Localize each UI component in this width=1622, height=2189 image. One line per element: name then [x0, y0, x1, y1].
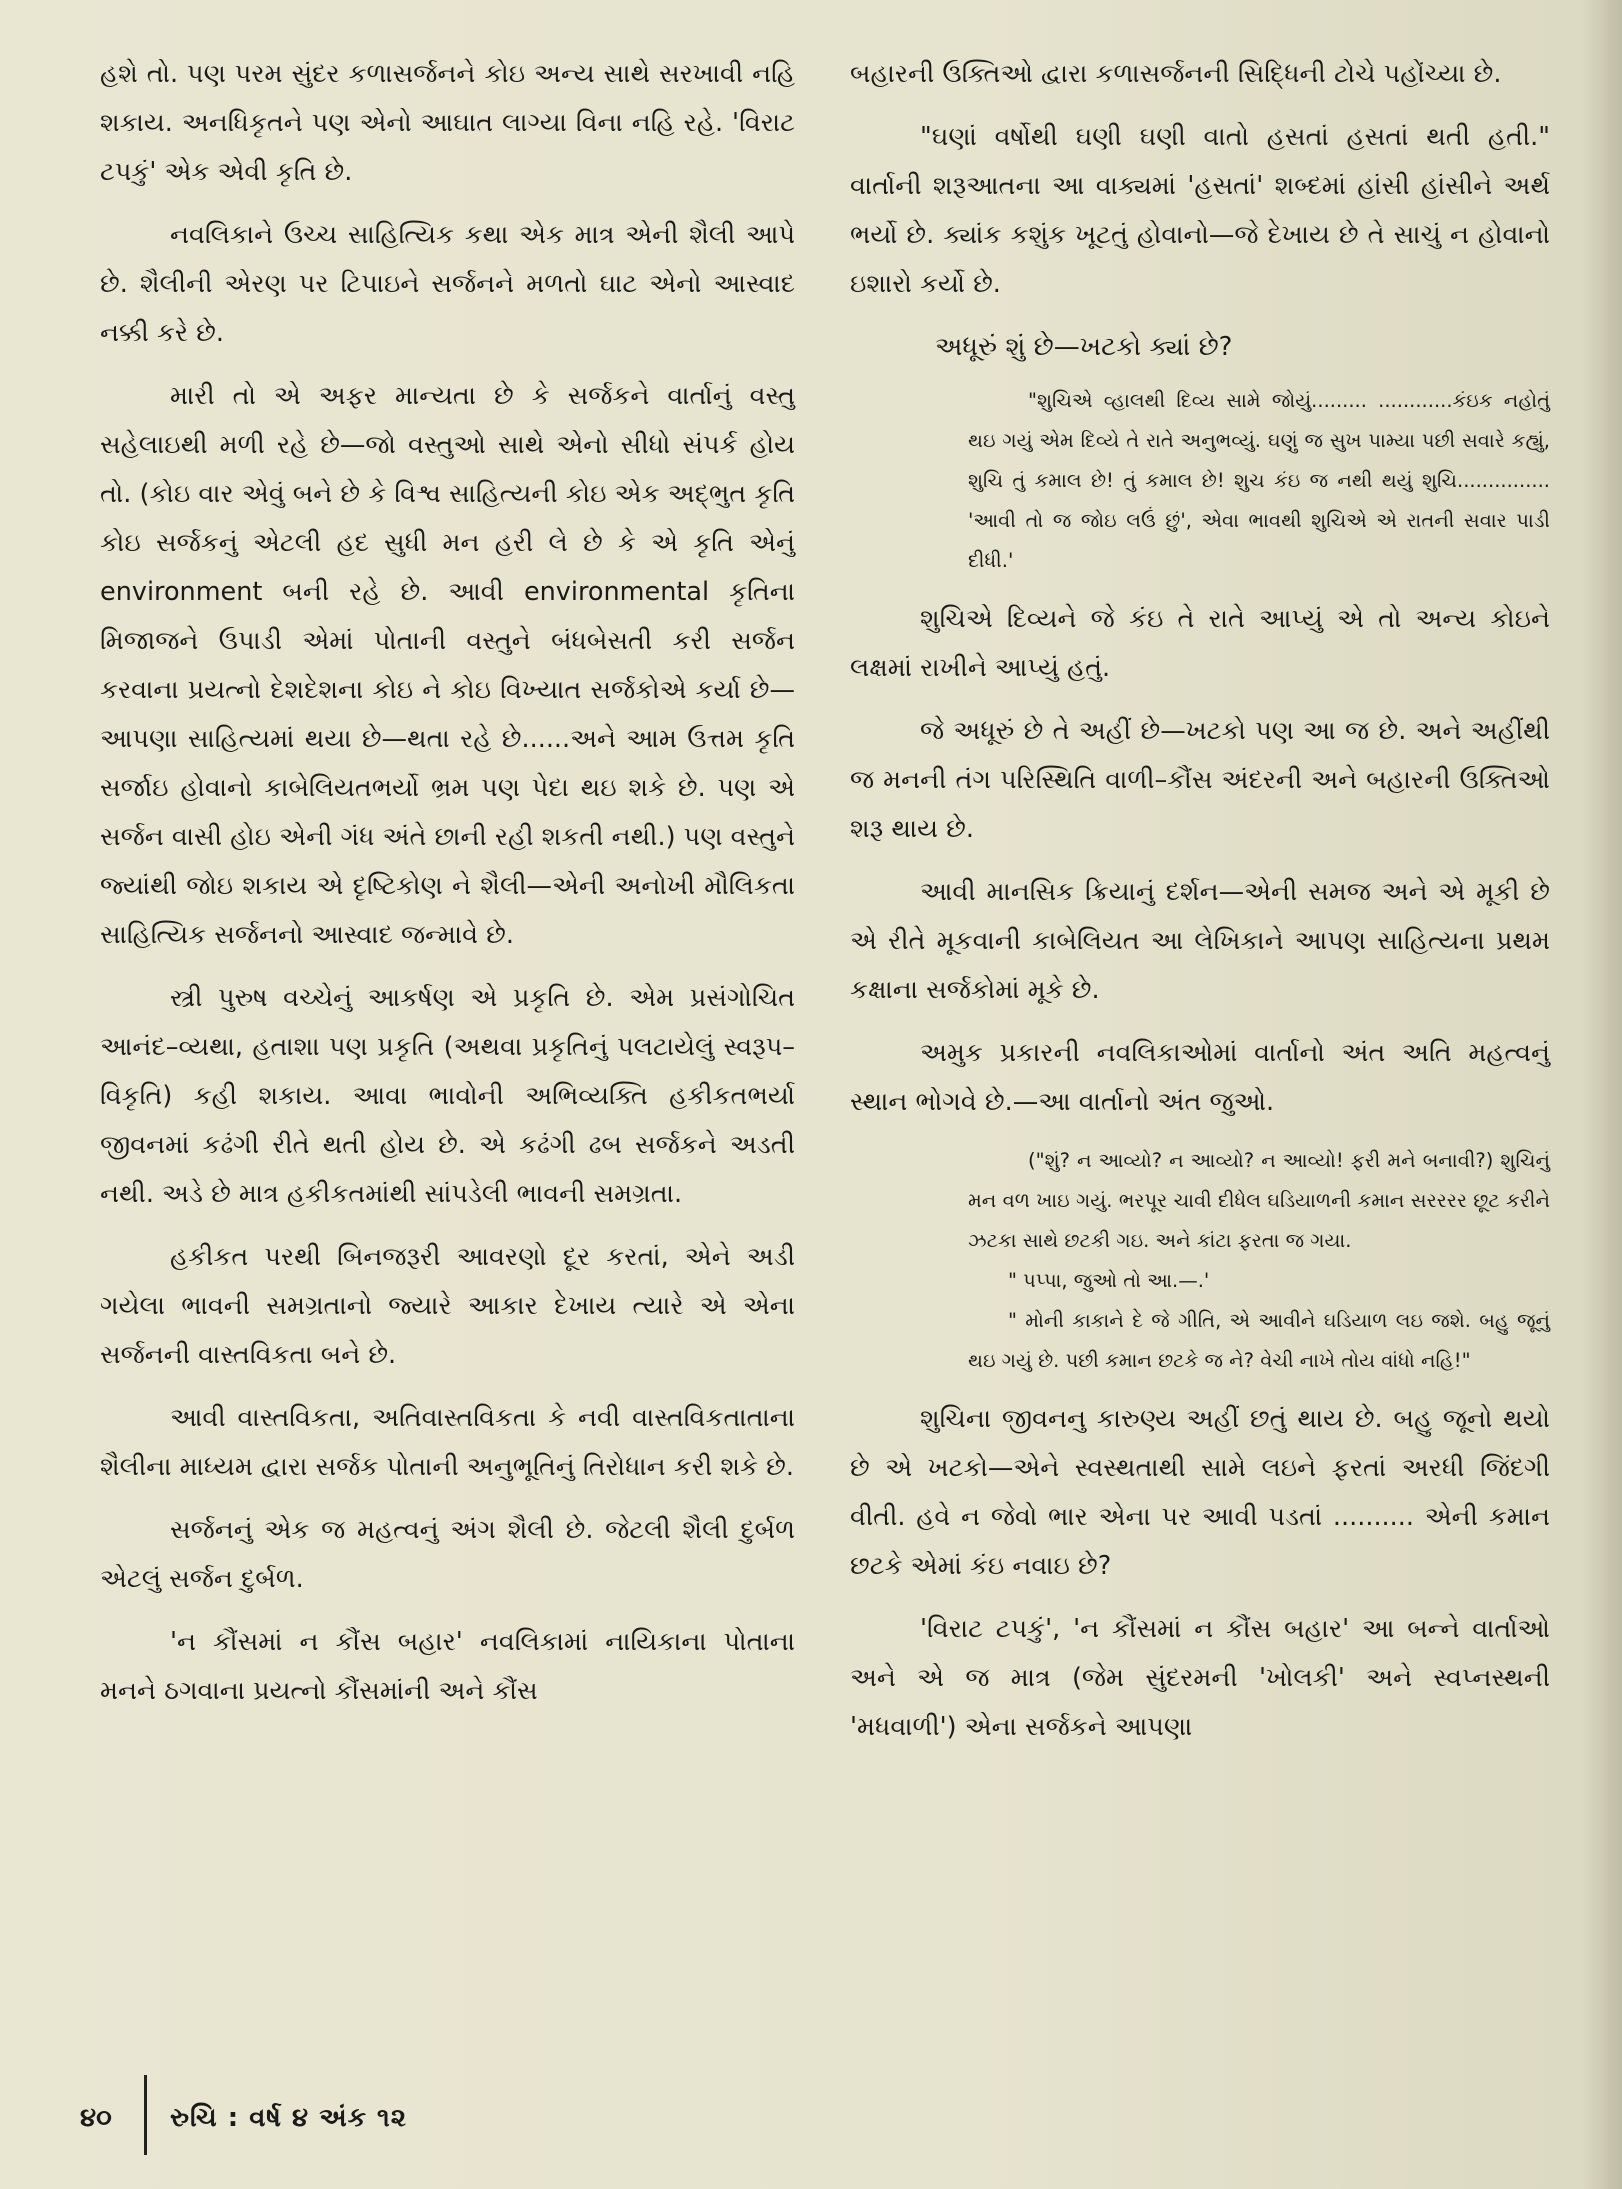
quote-text: " મોની કાકાને દે જે ગીતિ, એ આવીને ઘડિયાળ લઇ જશે. બહુ જૂનું થઇ ગયું છે. પછી કમાન છટકે જ ને? વેચી નાખે તોય વાંધો નહિ!": [968, 1309, 1550, 1372]
question-line: અધૂરું શું છે—ખટકો ક્યાં છે?: [935, 332, 1233, 362]
paragraph: જે અધૂરું છે તે અહીં છે—ખટકો પણ આ જ છે. અને અહીંથી જ મનની તંગ પરિસ્થિતિ વાળી–કૌંસ અંદરની અને બહારની ઉક્તિઓ શરૂ થાય છે.: [850, 716, 1550, 844]
page-number: ૪૦: [80, 2103, 112, 2133]
paragraph: સર્જનનું એક જ મહત્વનું અંગ શૈલી છે. જેટલી શૈલી દુર્બળ એટલું સર્જન દુર્બળ.: [100, 1515, 795, 1594]
block-quote: [850, 381, 1550, 581]
paragraph: હકીકત પરથી બિનજરૂરી આવરણો દૂર કરતાં, એને અડી ગયેલા ભાવની સમગ્રતાનો જ્યારે આકાર દેખાય ત્યારે એ એના સર્જનની વાસ્તવિકતા બને છે.: [100, 1242, 795, 1370]
left-column: [100, 50, 795, 1730]
quote-text: "શુચિએ વ્હાલથી દિવ્ય સામે જોયું......... ............કંઇક નહોતું થઇ ગયું એમ દિવ્યે તે રાતે અનુભવ્યું. ઘણું જ સુખ પામ્યા પછી સવારે કહ્યું, શુચિ તું કમાલ છે! તું કમાલ છે! શુચ કંઇ જ નથી થયું શુચિ............... 'આવી તો જ જોઇ લઉં છું', એવા ભાવથી શુચિએ એ રાતની સવાર પાડી દીધી.': [968, 389, 1550, 572]
paragraph: "ઘણાં વર્ષોથી ઘણી ઘણી વાતો હસતાં હસતાં થતી હતી." વાર્તાની શરૂઆતના આ વાક્યમાં 'હસતાં' શબ્દમાં હાંસી હાંસીને અર્થ ભર્યો છે. ક્યાંક કશુંક ખૂટતું હોવાનો—જે દેખાય છે તે સાચું ન હોવાનો ઇશારો કર્યો છે.: [850, 122, 1550, 299]
block-quote: [850, 1141, 1550, 1381]
paragraph: 'વિરાટ ટપકું', 'ન કૌંસમાં ન કૌંસ બહાર' આ બન્ને વાર્તાઓ અને એ જ માત્ર (જેમ સુંદરમની 'ખોલકી' અને સ્વપ્નસ્થની 'મધવાળી') એના સર્જકને આપણા: [850, 1614, 1550, 1742]
paragraph: શુચિએ દિવ્યને જે કંઇ તે રાતે આપ્યું એ તો અન્ય કોઇને લક્ષમાં રાખીને આપ્યું હતું.: [850, 604, 1550, 683]
paragraph: બહારની ઉક્તિઓ દ્વારા કળાસર્જનની સિદ્ધિની ટોચે પહોંચ્યા છે.: [850, 59, 1502, 89]
paragraph: 'ન કૌંસમાં ન કૌંસ બહાર' નવલિકામાં નાયિકાના પોતાના મનને ઠગવાના પ્રયત્નો કૌંસમાંની અને કૌંસ: [100, 1627, 795, 1706]
quote-text: " પપ્પા, જુઓ તો આ.—.': [1008, 1269, 1210, 1292]
paragraph: શુચિના જીવનનુ કારુણ્ય અહીં છતું થાય છે. બહુ જૂનો થયો છે એ ખટકો—એને સ્વસ્થતાથી સામે લઇને ફરતાં અરધી જિંદગી વીતી. હવે ન જેવો ભાર એના પર આવી પડતાં .......... એની કમાન છટકે એમાં કંઇ નવાઇ છે?: [850, 1404, 1550, 1581]
page-footer: [80, 2075, 680, 2155]
right-column: [850, 50, 1550, 1766]
journal-issue: રુચિ : વર્ષ ૪ અંક ૧૨: [170, 2103, 408, 2133]
footer-divider: [144, 2075, 147, 2155]
paragraph: આવી વાસ્તવિકતા, અતિવાસ્તવિકતા કે નવી વાસ્તવિકતાતાના શૈલીના માધ્યમ દ્વારા સર્જક પોતાની અનુભૂતિનું તિરોધાન કરી શકે છે.: [100, 1403, 795, 1482]
paragraph: આવી માનસિક ક્રિયાનું દર્શન—એની સમજ અને એ મૂકી છે એ રીતે મૂકવાની કાબેલિયત આ લેખિકાને આપણ સાહિત્યના પ્રથમ કક્ષાના સર્જકોમાં મૂકે છે.: [850, 877, 1550, 1005]
paragraph: સ્ત્રી પુરુષ વચ્ચેનું આકર્ષણ એ પ્રકૃતિ છે. એમ પ્રસંગોચિત આનંદ–વ્યથા, હતાશા પણ પ્રકૃતિ (અથવા પ્રકૃતિનું પલટાયેલું સ્વરૂપ–વિકૃતિ) કહી શકાય. આવા ભાવોની અભિવ્યક્તિ હકીકતભર્યા જીવનમાં કઢંગી રીતે થતી હોય છે. એ કઢંગી ઢબ સર્જકને અડતી નથી. અડે છે માત્ર હકીકતમાંથી સાંપડેલી ભાવની સમગ્રતા.: [100, 983, 795, 1209]
paragraph: અમુક પ્રકારની નવલિકાઓમાં વાર્તાનો અંત અતિ મહત્વનું સ્થાન ભોગવે છે.—આ વાર્તાનો અંત જુઓ.: [850, 1038, 1550, 1117]
paragraph: નવલિકાને ઉચ્ચ સાહિત્યિક કથા એક માત્ર એની શૈલી આપે છે. શૈલીની એરણ પર ટિપાઇને સર્જનને મળતો ઘાટ એનો આસ્વાદ નક્કી કરે છે.: [100, 220, 795, 348]
page-edge-shadow: [1582, 0, 1622, 2189]
paragraph: હશે તો. પણ પરમ સુંદર કળાસર્જનને કોઇ અન્ય સાથે સરખાવી નહિ શકાય. અનધિકૃતને પણ એનો આઘાત લાગ્યા વિના નહિ રહે. 'વિરાટ ટપકું' એક એવી કૃતિ છે.: [100, 59, 795, 187]
paragraph: મારી તો એ અફર માન્યતા છે કે સર્જકને વાર્તાનું વસ્તુ સહેલાઇથી મળી રહે છે—જો વસ્તુઓ સાથે એનો સીધો સંપર્ક હોય તો. (કોઇ વાર એવું બને છે કે વિશ્વ સાહિત્યની કોઇ એક અદ્ભુત કૃતિ કોઇ સર્જકનું એટલી હદ સુધી મન હરી લે છે કે એ કૃતિ એનું environment બની રહે છે. આવી environmental કૃતિના મિજાજને ઉપાડી એમાં પોતાની વસ્તુને બંધબેસતી કરી સર્જન કરવાના પ્રયત્નો દેશદેશના કોઇ ને કોઇ વિખ્યાત સર્જકોએ કર્યા છે—આપણા સાહિત્યમાં થયા છે—થતા રહે છે......અને આમ ઉત્તમ કૃતિ સર્જાઇ હોવાનો કાબેલિયતભર્યો ભ્રમ પણ પેદા થઇ શકે છે. પણ એ સર્જન વાસી હોઇ એની ગંધ અંતે છાની રહી શકતી નથી.) પણ વસ્તુને જ્યાંથી જોઇ શકાય એ દૃષ્ટિકોણ ને શૈલી—એની અનોખી મૌલિકતા સાહિત્યિક સર્જનનો આસ્વાદ જન્માવે છે.: [100, 381, 795, 950]
quote-text: ("શું? ન આવ્યો? ન આવ્યો? ન આવ્યો! ફરી મને બનાવી?) શુચિનું મન વળ ખાઇ ગયું. ભરપૂર ચાવી દીધેલ ઘડિયાળની કમાન સરરરર છૂટ કરીને ઝટકા સાથે છટકી ગઇ. અને કાંટા ફરતા જ ગયા.: [968, 1149, 1550, 1252]
